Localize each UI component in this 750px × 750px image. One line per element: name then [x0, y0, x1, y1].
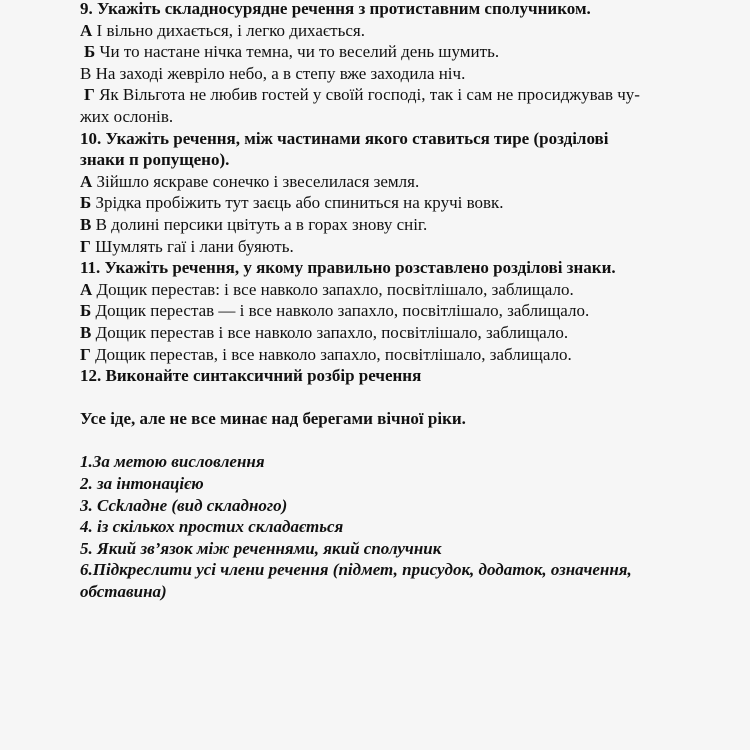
option-text: Зійшло яскраве сонечко і звеселилася земля.: [92, 171, 420, 191]
q11-option-d: [80, 344, 720, 366]
question-12-title: 12. Виконайте синтаксичний розбір речення: [80, 366, 422, 386]
q9-option-c: [80, 63, 720, 85]
analysis-sentence: Усе іде, але не все минає над берегами вічної ріки.: [80, 409, 466, 429]
option-letter: А: [80, 20, 93, 40]
task-item-4: 4. із скількох простих складається: [80, 517, 344, 537]
option-letter: Г: [84, 85, 95, 105]
q9-option-d: [80, 84, 720, 106]
option-text: В долині персики цвітуть а в горах знову сніг.: [91, 214, 428, 234]
q10-option-a: [80, 171, 720, 193]
option-text: Чи то настане нічка темна, чи то веселий день шумить.: [95, 42, 500, 62]
option-text: Дощик перестав: і все навколо запахло, посвітлішало, заблищало.: [92, 279, 574, 299]
option-text: В На заході жевріло небо, а в степу вже заходила ніч.: [80, 63, 466, 83]
option-text: Дощик перестав і все навколо запахло, посвітлішало, заблищало.: [91, 322, 569, 342]
option-letter: А: [80, 279, 93, 299]
document-content: [80, 0, 720, 603]
q9-option-a: [80, 20, 720, 42]
q9-option-d-continued: [80, 106, 720, 128]
option-text: жих ослонів.: [80, 106, 174, 126]
q10-option-b: [80, 192, 720, 214]
option-text: Шумлять гаї і лани буяють.: [90, 236, 294, 256]
q11-option-b: [80, 300, 720, 322]
option-letter: Г: [80, 344, 91, 364]
spacer: [80, 387, 720, 409]
option-text: Дощик перестав, і все навколо запахло, посвітлішало, заблищало.: [90, 344, 572, 364]
task-item-6: 6.Підкреслити усі члени речення (підмет, присудок, додаток, означення,: [80, 560, 632, 580]
option-text: І вільно дихається, і легко дихається.: [92, 20, 365, 40]
option-text: Як Вільгота не любив гостей у своїй господі, так і сам не просиджував чу-: [94, 85, 640, 105]
option-letter: А: [80, 171, 93, 191]
question-10-title-cont: знаки п ропущено).: [80, 150, 230, 170]
question-11-title: 11. Укажіть речення, у якому правильно розставлено розділові знаки.: [80, 258, 616, 278]
option-text: Дощик перестав — і все навколо запахло, посвітлішало, заблищало.: [91, 301, 590, 321]
question-9-title: 9. Укажіть складносурядне речення з протиставним сполучником.: [80, 0, 591, 18]
q9-option-b: [80, 41, 720, 63]
q11-option-a: [80, 279, 720, 301]
option-letter: Г: [80, 236, 91, 256]
option-letter: Б: [84, 42, 96, 62]
task-item-6-continued: обставина): [80, 582, 167, 602]
q10-option-d: [80, 236, 720, 258]
option-letter: Б: [80, 193, 92, 213]
task-item-5: 5. Який зв’язок між реченнями, який сполучник: [80, 538, 442, 558]
option-letter: В: [80, 322, 92, 342]
question-10-title: 10. Укажіть речення, між частинами якого ставиться тире (розділові: [80, 128, 609, 148]
task-item-3: 3. Ссkладне (вид складного): [80, 495, 288, 515]
q11-option-c: [80, 322, 720, 344]
spacer: [80, 430, 720, 452]
option-text: Зрідка пробіжить тут заєць або спиниться на кручі вовк.: [91, 193, 504, 213]
option-letter: В: [80, 214, 92, 234]
q10-option-c: [80, 214, 720, 236]
task-item-2: 2. за інтонацією: [80, 474, 204, 494]
task-item-1: 1.За метою висловлення: [80, 452, 265, 472]
option-letter: Б: [80, 301, 92, 321]
